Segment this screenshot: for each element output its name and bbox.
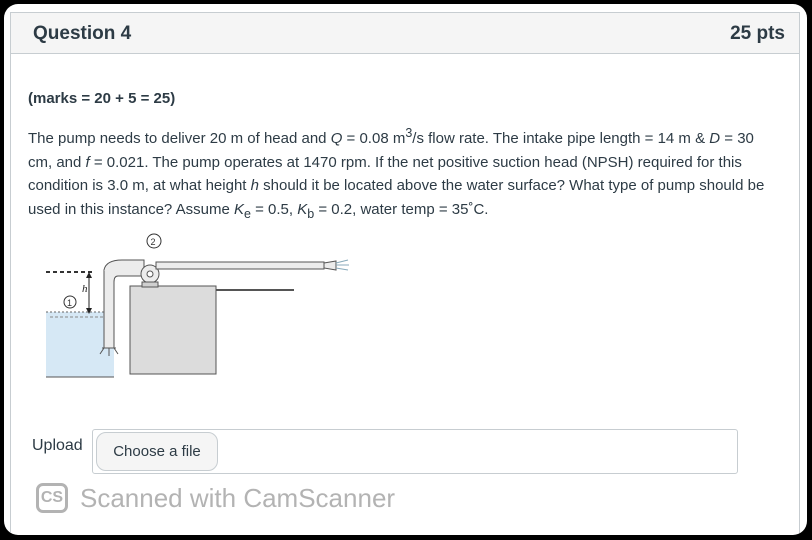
pump-housing (130, 286, 216, 374)
point1-label: 1 (67, 298, 73, 308)
point2-label: 2 (150, 237, 156, 247)
file-upload-field[interactable] (92, 429, 738, 474)
question-text (28, 122, 778, 226)
discharge-pipe (156, 262, 324, 269)
symbol-q: Q (330, 130, 343, 147)
text-run: = 0.5, (250, 200, 298, 218)
text-run: = 0.2, water temp = 35˚C. (314, 200, 489, 218)
text-run: = 0.08 m (342, 130, 406, 147)
symbol-d: D (709, 130, 721, 147)
nozzle (324, 261, 336, 270)
upload-label: Upload (32, 437, 83, 454)
subscript: b (307, 206, 315, 221)
question-card (4, 4, 807, 535)
question-header (10, 12, 800, 54)
height-label: h (82, 283, 88, 295)
question-points: 25 pts (730, 23, 785, 44)
text-run: should it be located above the water surface? What type of pump should be used in this instance? Assume (28, 177, 765, 218)
text-run: = 30 cm, and (28, 130, 754, 171)
subscript: e (243, 206, 251, 221)
symbol-h: h (250, 177, 259, 194)
text-run: The pump needs to deliver 20 m of head and (28, 130, 331, 147)
pump-base (142, 282, 158, 287)
watermark-text: Scanned with CamScanner (80, 482, 396, 513)
pump-shaft (147, 271, 153, 277)
water-jet (336, 260, 349, 270)
text-run: = 0.021. The pump operates at 1470 rpm. If the net positive suction head (NPSH) required for this condition is 3.0 m, at what height (28, 153, 742, 194)
symbol-k: K (297, 200, 308, 218)
marks-text: (marks = 20 + 5 = 25) (28, 90, 176, 107)
pump-diagram (44, 232, 364, 382)
superscript: 3 (405, 126, 413, 140)
suction-pipe (104, 270, 114, 348)
symbol-k: K (233, 200, 244, 218)
camscanner-watermark (36, 480, 395, 516)
choose-file-button[interactable]: Choose a file (96, 432, 218, 471)
text-run: /s flow rate. The intake pipe length = 14 m & (412, 130, 710, 147)
symbol-f: f (85, 153, 90, 171)
camscanner-logo: CS (36, 483, 68, 513)
question-title: Question 4 (33, 23, 132, 44)
